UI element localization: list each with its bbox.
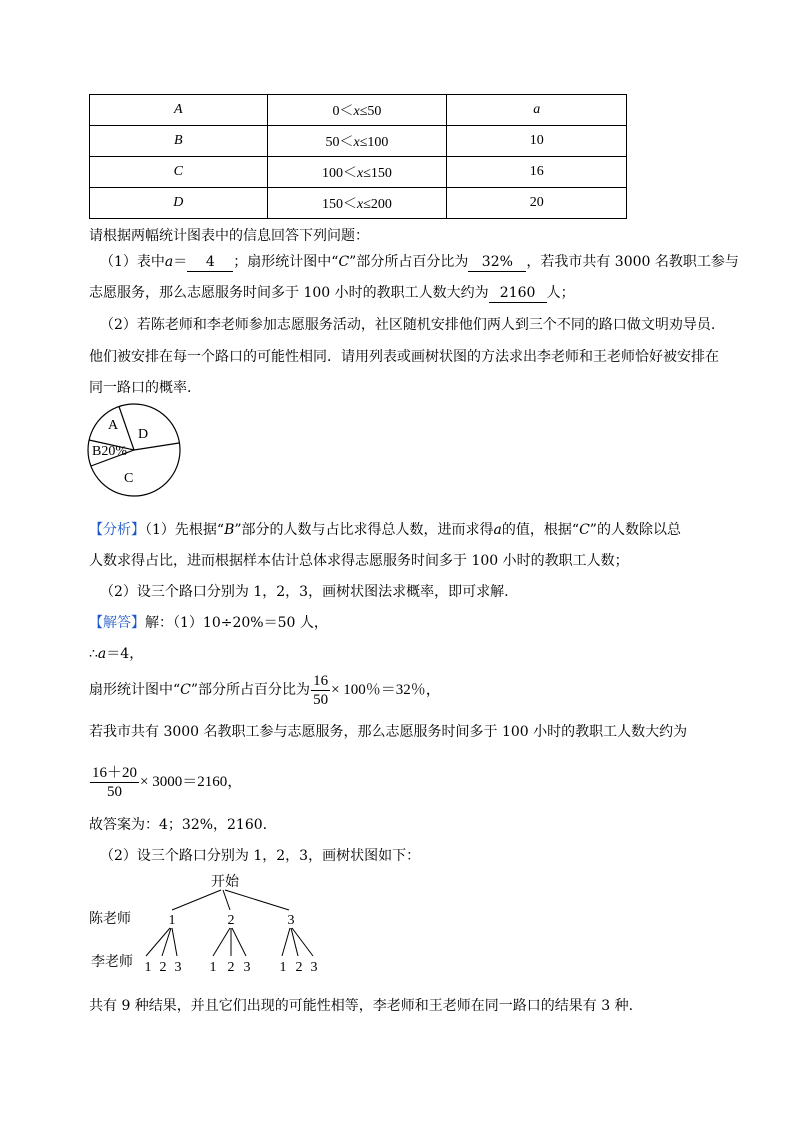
table-row — [90, 188, 627, 219]
fraction: $\frac{16+20}{50}$ — [92, 764, 138, 800]
table-cell: 100＜x≤150 — [267, 157, 447, 188]
pie-label-a: A — [108, 418, 119, 433]
tree-leaf: 2 — [227, 960, 235, 975]
question-part2-line1: （2）若陈老师和李老师参加志愿服务活动，社区随机安排他们两人到三个不同的路口做文明劝导员. — [100, 317, 716, 333]
table-cell: 10 — [447, 126, 627, 157]
pie-chart — [86, 402, 186, 498]
table-cell: C — [90, 157, 268, 188]
table-cell: A — [90, 95, 268, 126]
table-cell: 20 — [447, 188, 627, 219]
analysis-line2: 人数求得占比，进而根据样本估计总体求得志愿服务时间多于 100 小时的教职工人数； — [89, 553, 629, 569]
solution-line8: 共有 9 种结果，并且它们出现的可能性相等，李老师和王老师在同一路口的结果有 3 种. — [89, 998, 634, 1014]
table-cell: 50＜x≤100 — [267, 126, 447, 157]
table-row — [90, 157, 627, 188]
table-cell: 16 — [447, 157, 627, 188]
question-part2-line2: 他们被安排在每一个路口的可能性相同．请用列表或画树状图的方法求出李老师和王老师恰好被安排在 — [89, 349, 719, 365]
tree-node: 3 — [287, 913, 295, 928]
solution-line2: ∴a＝4， — [89, 646, 144, 662]
question-part2-line3: 同一路口的概率. — [89, 380, 192, 396]
table-row — [90, 95, 627, 126]
tree-node: 1 — [168, 913, 176, 928]
pie-label-d: D — [138, 427, 149, 442]
solution-tag: 【解答】 — [89, 615, 145, 631]
solution-line4: 若我市共有 3000 名教职工参与志愿服务，那么志愿服务时间多于 100 小时的教职工人数大约为 — [89, 724, 688, 740]
analysis-tag: 【分析】 — [89, 522, 145, 538]
tree-leaf: 3 — [310, 960, 318, 975]
solution-line1: 【解答】解：（1）10÷20%＝50 人， — [89, 615, 328, 631]
table-cell: 150＜x≤200 — [267, 188, 447, 219]
table-row — [90, 126, 627, 157]
answer-blank-a: 4 — [187, 254, 233, 272]
tree-leaf: 1 — [209, 960, 217, 975]
answer-blank-percent: 32% — [468, 254, 526, 272]
question-part1-line2: 志愿服务，那么志愿服务时间多于 100 小时的教职工人数大约为 2160 人； — [89, 285, 575, 301]
solution-line5: $\frac{16+20}{50}$ × 3000＝2160， — [92, 764, 243, 800]
question-intro: 请根据两幅统计图表中的信息回答下列问题： — [89, 228, 369, 244]
tree-root: 开始 — [211, 875, 239, 890]
variable-x: x — [353, 104, 360, 119]
tree-leaf: 2 — [295, 960, 303, 975]
solution-line3: 扇形统计图中“C”部分所占百分比为 $\frac{16}{50}$ × 100％＝32％， — [89, 672, 441, 708]
analysis-line3: （2）设三个路口分别为 1，2，3，画树状图法求概率，即可求解. — [100, 584, 509, 600]
table-cell: a — [447, 95, 627, 126]
tree-node: 2 — [227, 913, 235, 928]
table-cell: D — [90, 188, 268, 219]
table-cell: 0＜x≤50 — [267, 95, 447, 126]
solution-line7: （2）设三个路口分别为 1，2，3，画树状图如下： — [100, 848, 421, 864]
answer-blank-count: 2160 — [489, 285, 547, 303]
pie-label-b: B20% — [92, 444, 127, 459]
tree-row-label: 李老师 — [91, 954, 133, 970]
tree-leaf: 1 — [279, 960, 287, 975]
solution-line6: 故答案为：4；32%，2160. — [89, 817, 268, 833]
tree-leaf: 3 — [174, 960, 182, 975]
fraction: $\frac{16}{50}$ — [313, 672, 329, 708]
table-cell: B — [90, 126, 268, 157]
variable-x: x — [353, 135, 360, 150]
variable-x: x — [357, 197, 364, 212]
question-part1-line1: （1）表中a＝ 4 ；扇形统计图中“C”部分所占百分比为 32% ，若我市共有 3000 名教职工参与 — [100, 254, 739, 270]
tree-leaf: 3 — [243, 960, 251, 975]
data-table — [89, 94, 627, 219]
pie-label-c: C — [124, 471, 134, 486]
pie-divider — [134, 443, 179, 450]
variable-x: x — [357, 166, 364, 181]
tree-leaf: 1 — [144, 960, 152, 975]
tree-leaf: 2 — [159, 960, 167, 975]
analysis-line1: 【分析】（1）先根据“B”部分的人数与占比求得总人数，进而求得a的值，根据“C”的人数除以总 — [89, 522, 681, 538]
tree-diagram — [130, 868, 330, 978]
tree-row-label: 陈老师 — [89, 911, 131, 927]
